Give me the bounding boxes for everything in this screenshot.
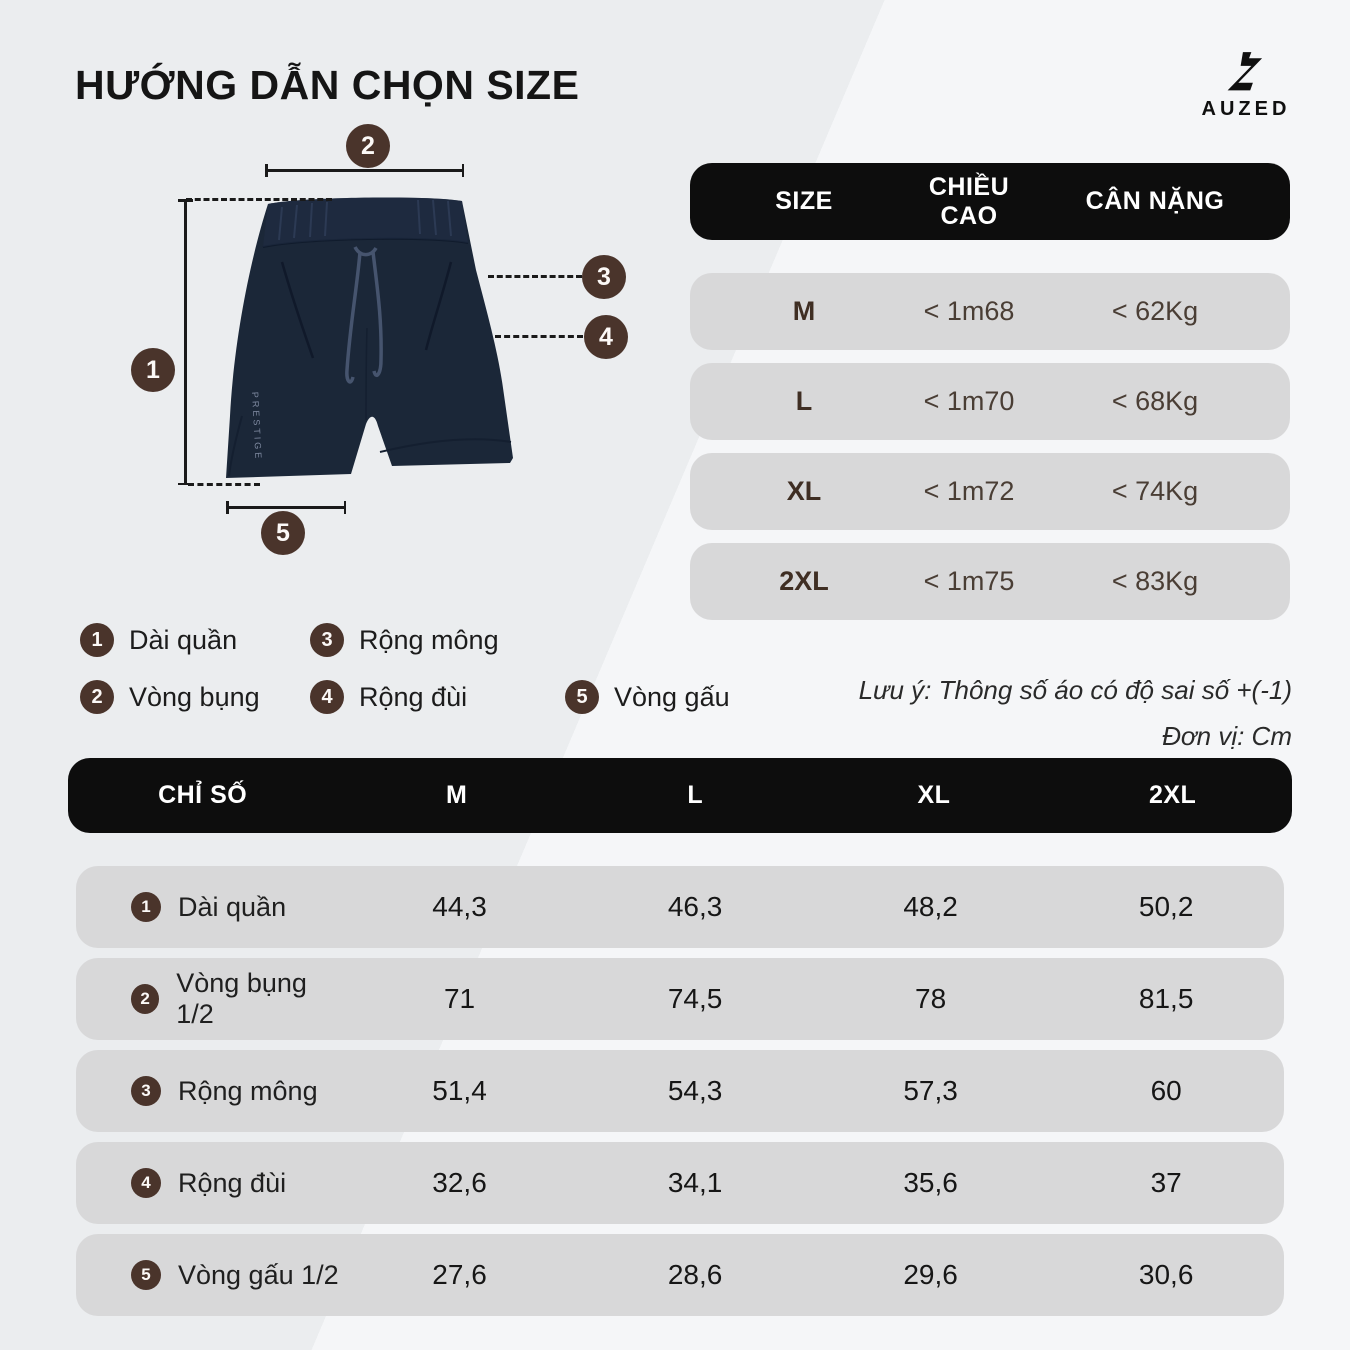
measure-header-xl: XL xyxy=(917,781,951,809)
legend-badge-4 xyxy=(310,680,344,714)
size-label: L xyxy=(795,386,813,416)
measure-line-1 xyxy=(184,199,187,485)
value-l: 46,3 xyxy=(667,891,723,922)
row-badge-1-number: 1 xyxy=(141,897,151,916)
row-badge-3-number: 3 xyxy=(141,1081,151,1100)
legend-badge-2-number: 2 xyxy=(91,685,103,708)
measure-header-metric: CHỈ SỐ xyxy=(158,781,248,809)
value-m: 51,4 xyxy=(432,1075,487,1106)
page-title: HƯỚNG DẪN CHỌN SIZE xyxy=(75,62,580,108)
size-label: XL xyxy=(786,476,822,506)
height-value: < 1m75 xyxy=(923,566,1015,596)
value-l: 34,1 xyxy=(667,1167,723,1198)
value-xl: 57,3 xyxy=(903,1075,958,1106)
size-table-header-height: CHIỀU CAO xyxy=(928,172,1010,230)
weight-value: < 62Kg xyxy=(1111,296,1199,326)
value-l: 54,3 xyxy=(667,1075,723,1106)
measure-dash-3 xyxy=(488,275,582,278)
measure-header-2xl: 2XL xyxy=(1148,781,1197,809)
row-badge-2 xyxy=(131,984,159,1014)
figure-badge-4-number: 4 xyxy=(599,322,613,351)
row-badge-2-number: 2 xyxy=(140,989,150,1008)
measure-header-m: M xyxy=(445,781,468,809)
legend-label-1: Dài quần xyxy=(129,624,238,655)
table-row xyxy=(690,543,1290,620)
brand-logo xyxy=(1196,48,1296,121)
row-badge-3 xyxy=(131,1076,161,1106)
size-table-header xyxy=(690,163,1290,240)
value-xl: 35,6 xyxy=(903,1167,958,1198)
measure-line-5 xyxy=(226,506,346,509)
value-2xl: 37 xyxy=(1150,1167,1182,1198)
brand-name: AUZED xyxy=(1201,98,1291,120)
measure-table xyxy=(68,758,1292,1316)
figure-badge-5 xyxy=(261,511,305,555)
measure-header-l: L xyxy=(687,781,704,809)
value-2xl: 81,5 xyxy=(1138,983,1194,1014)
value-l: 28,6 xyxy=(667,1259,723,1290)
metric-cell xyxy=(76,892,342,923)
value-m: 32,6 xyxy=(432,1167,487,1198)
brand-logo-icon xyxy=(1223,48,1269,96)
metric-cell xyxy=(76,1168,342,1199)
weight-value: < 68Kg xyxy=(1111,386,1199,416)
size-table-rows xyxy=(690,273,1290,620)
row-badge-5 xyxy=(131,1260,161,1290)
legend-badge-5 xyxy=(565,680,599,714)
legend-badge-3-number: 3 xyxy=(321,628,333,651)
table-row xyxy=(690,363,1290,440)
table-row xyxy=(76,1142,1284,1224)
legend-item-4 xyxy=(310,680,467,714)
measure-dash-4 xyxy=(495,335,583,338)
figure-badge-3 xyxy=(582,255,626,299)
legend-label-3: Rộng mông xyxy=(359,624,499,655)
legend-badge-1-number: 1 xyxy=(91,628,103,651)
note-unit: Đơn vị: Cm xyxy=(1162,720,1292,751)
size-table-header-weight: CÂN NẶNG xyxy=(1085,187,1225,215)
value-2xl: 60 xyxy=(1150,1075,1182,1106)
measure-table-header xyxy=(68,758,1292,833)
legend-badge-4-number: 4 xyxy=(321,685,333,708)
metric-label: Vòng bụng 1/2 xyxy=(176,968,307,1029)
note-tolerance: Lưu ý: Thông số áo có độ sai số +(-1) xyxy=(858,675,1292,705)
legend-badge-1 xyxy=(80,623,114,657)
measure-dash-bottom-1 xyxy=(188,483,260,486)
metric-label: Vòng gấu 1/2 xyxy=(178,1259,339,1290)
legend-label-4: Rộng đùi xyxy=(359,681,468,712)
measure-dash-top-1 xyxy=(186,198,332,201)
table-row xyxy=(76,1234,1284,1316)
metric-label: Rộng đùi xyxy=(178,1167,287,1198)
weight-value: < 83Kg xyxy=(1111,566,1199,596)
metric-label: Rộng mông xyxy=(178,1075,318,1106)
legend-item-2 xyxy=(80,680,260,714)
value-m: 44,3 xyxy=(432,891,487,922)
figure-badge-5-number: 5 xyxy=(276,518,290,547)
legend-badge-2 xyxy=(80,680,114,714)
figure-badge-3-number: 3 xyxy=(597,262,611,291)
value-xl: 29,6 xyxy=(903,1259,958,1290)
row-badge-4-number: 4 xyxy=(141,1173,151,1192)
row-badge-5-number: 5 xyxy=(141,1265,151,1284)
metric-label: Dài quần xyxy=(178,891,287,922)
garment-label: PRESTIGE xyxy=(250,391,264,462)
weight-value: < 74Kg xyxy=(1111,476,1199,506)
table-row xyxy=(76,1050,1284,1132)
measure-line-2 xyxy=(265,169,464,172)
figure-badge-1 xyxy=(131,348,175,392)
value-m: 27,6 xyxy=(432,1259,487,1290)
size-table xyxy=(690,163,1290,620)
shorts-figure xyxy=(130,120,670,580)
figure-badge-1-number: 1 xyxy=(146,355,160,384)
legend-label-2: Vòng bụng xyxy=(129,681,260,712)
legend-label-5: Vòng gấu xyxy=(614,681,730,712)
table-row xyxy=(76,958,1284,1040)
metric-cell xyxy=(76,1260,342,1291)
table-row xyxy=(690,273,1290,350)
notes xyxy=(692,668,1292,759)
metric-cell xyxy=(76,1076,342,1107)
height-value: < 1m68 xyxy=(923,296,1015,326)
figure-badge-2-number: 2 xyxy=(361,131,375,160)
size-table-header-size: SIZE xyxy=(775,187,833,215)
table-row xyxy=(690,453,1290,530)
row-badge-1 xyxy=(131,892,161,922)
legend-badge-5-number: 5 xyxy=(576,685,588,708)
value-2xl: 50,2 xyxy=(1138,891,1194,922)
figure-badge-4 xyxy=(584,315,628,359)
table-row xyxy=(76,866,1284,948)
height-value: < 1m70 xyxy=(923,386,1015,416)
value-xl: 78 xyxy=(915,983,947,1014)
size-label: M xyxy=(792,296,816,326)
value-xl: 48,2 xyxy=(903,891,958,922)
measure-table-rows xyxy=(68,866,1292,1316)
value-2xl: 30,6 xyxy=(1138,1259,1194,1290)
metric-cell xyxy=(76,968,342,1030)
height-value: < 1m72 xyxy=(923,476,1015,506)
size-label: 2XL xyxy=(779,566,829,596)
row-badge-4 xyxy=(131,1168,161,1198)
value-l: 74,5 xyxy=(667,983,723,1014)
legend-item-3 xyxy=(310,623,499,657)
figure-badge-2 xyxy=(346,124,390,168)
legend-badge-3 xyxy=(310,623,344,657)
value-m: 71 xyxy=(443,983,476,1014)
legend-item-1 xyxy=(80,623,237,657)
